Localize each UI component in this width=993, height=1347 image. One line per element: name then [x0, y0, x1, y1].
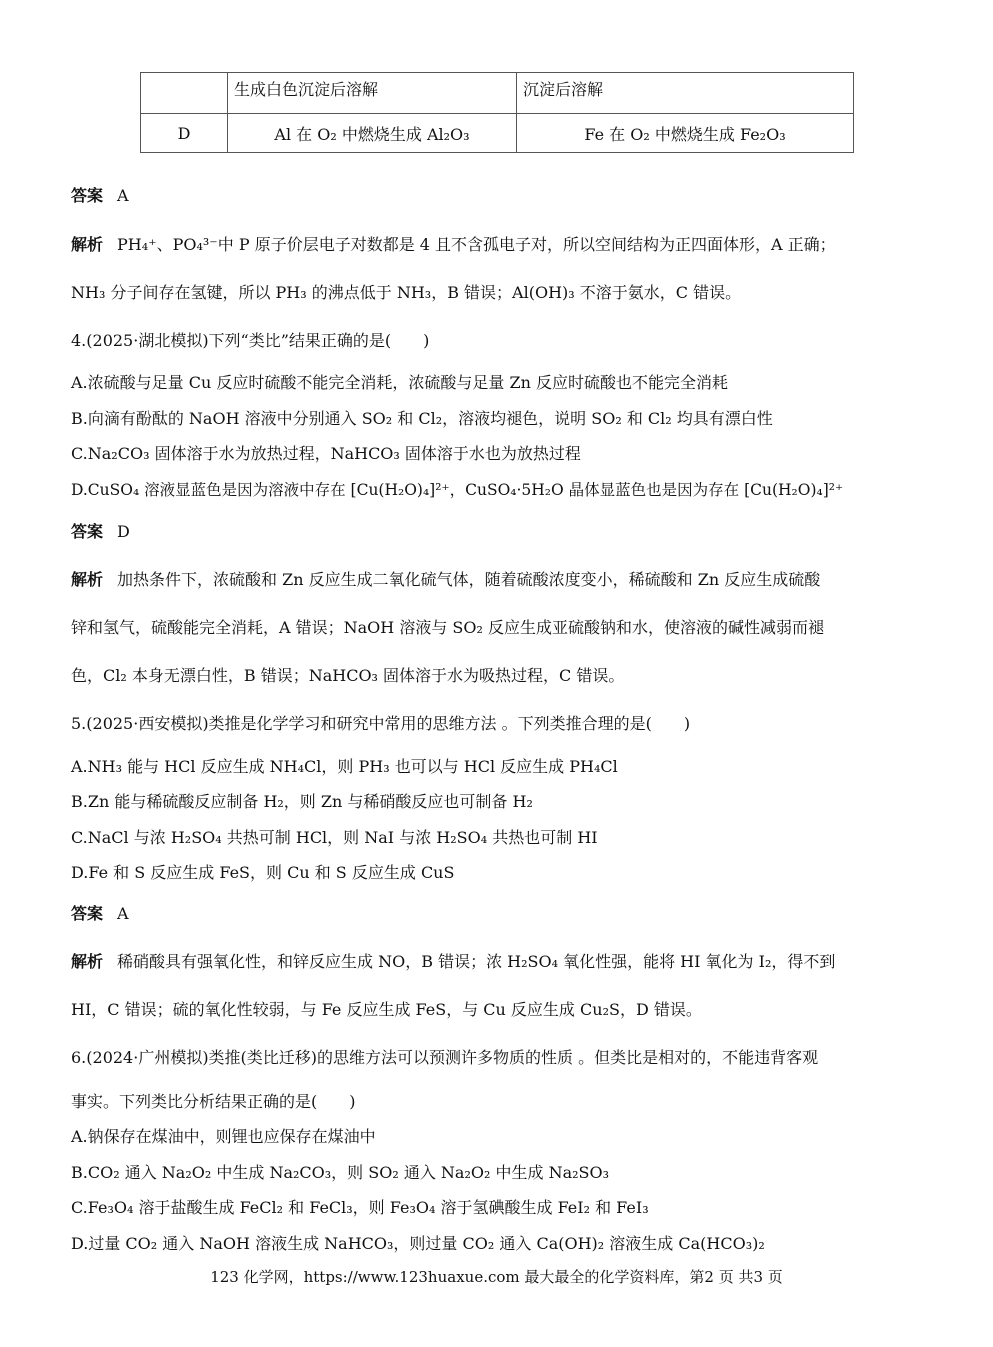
answer-value: A: [117, 904, 129, 923]
analysis-text: PH₄⁺、PO₄³⁻中 P 原子价层电子对数都是 4 且不含孤电子对，所以空间结构为正四面体形，A 正确；: [117, 235, 836, 254]
q4-analysis-line: 色，Cl₂ 本身无漂白性，B 错误；NaHCO₃ 固体溶于水为吸热过程，C 错误。: [71, 666, 625, 685]
comparison-table: [140, 72, 854, 153]
q6-option-a: A.钠保存在煤油中，则锂也应保存在煤油中: [71, 1127, 376, 1146]
q5-option-b: B.Zn 能与稀硫酸反应制备 H₂，则 Zn 与稀硝酸反应也可制备 H₂: [71, 792, 533, 811]
q6-option-c: C.Fe₃O₄ 溶于盐酸生成 FeCl₂ 和 FeCl₃，则 Fe₃O₄ 溶于氢碘酸生成 FeI₂ 和 FeI₃: [71, 1198, 649, 1217]
answer-label: 答案: [71, 522, 104, 541]
analysis-label: 解析: [71, 235, 104, 254]
q5-option-c: C.NaCl 与浓 H₂SO₄ 共热可制 HCl，则 NaI 与浓 H₂SO₄ 共热也可制 HI: [71, 828, 598, 847]
q6-option-b: B.CO₂ 通入 Na₂O₂ 中生成 Na₂CO₃，则 SO₂ 通入 Na₂O₂ 中生成 Na₂SO₃: [71, 1163, 610, 1182]
table-cell: 沉淀后溶解: [517, 73, 854, 114]
q5-option-d: D.Fe 和 S 反应生成 FeS，则 Cu 和 S 反应生成 CuS: [71, 863, 455, 882]
table-row: [141, 73, 854, 114]
answer-value: D: [117, 522, 130, 541]
q6-option-d: D.过量 CO₂ 通入 NaOH 溶液生成 NaHCO₃，则过量 CO₂ 通入 Ca(OH)₂ 溶液生成 Ca(HCO₃)₂: [71, 1234, 765, 1253]
analysis-label: 解析: [71, 952, 104, 971]
q4-option-d: D.CuSO₄ 溶液显蓝色是因为溶液中存在 [Cu(H₂O)₄]²⁺，CuSO₄·5H₂O 晶体显蓝色也是因为存在 [Cu(H₂O)₄]²⁺: [71, 481, 844, 499]
q6-stem: 事实。下列类比分析结果正确的是( ): [71, 1092, 356, 1111]
table-cell: 生成白色沉淀后溶解: [228, 73, 517, 114]
q4-option-a: A.浓硫酸与足量 Cu 反应时硫酸不能完全消耗，浓硫酸与足量 Zn 反应时硫酸也不能完全消耗: [71, 373, 728, 392]
q5-answer: [71, 903, 129, 925]
analysis-text: 加热条件下，浓硫酸和 Zn 反应生成二氧化硫气体，随着硫酸浓度变小，稀硫酸和 Zn 反应生成硫酸: [117, 570, 821, 589]
page-footer: 123 化学网，https://www.123huaxue.com 最大最全的化学资料库，第2 页 共3 页: [210, 1268, 783, 1286]
table-cell: Al 在 O₂ 中燃烧生成 Al₂O₃: [228, 114, 517, 153]
answer-label: 答案: [71, 186, 104, 205]
q5-option-a: A.NH₃ 能与 HCl 反应生成 NH₄Cl，则 PH₃ 也可以与 HCl 反应生成 PH₄Cl: [71, 757, 618, 776]
q4-analysis-line: 锌和氢气，硫酸能完全消耗，A 错误；NaOH 溶液与 SO₂ 反应生成亚硫酸钠和水，使溶液的碱性减弱而褪: [71, 618, 825, 637]
table-row: [141, 114, 854, 153]
q3-answer: [71, 185, 129, 207]
q5-analysis-line: [71, 951, 835, 973]
answer-label: 答案: [71, 904, 104, 923]
table-cell: Fe 在 O₂ 中燃烧生成 Fe₂O₃: [517, 114, 854, 153]
table-cell: D: [141, 114, 228, 153]
q3-analysis-line: NH₃ 分子间存在氢键，所以 PH₃ 的沸点低于 NH₃，B 错误；Al(OH)₃ 不溶于氨水，C 错误。: [71, 283, 742, 302]
answer-value: A: [117, 186, 129, 205]
q4-stem: 4.(2025·湖北模拟)下列“类比”结果正确的是( ): [71, 331, 430, 350]
q5-analysis-line: HI，C 错误；硫的氧化性较弱，与 Fe 反应生成 FeS，与 Cu 反应生成 Cu₂S，D 错误。: [71, 1000, 702, 1019]
q3-analysis-line: [71, 234, 836, 256]
q4-analysis-line: [71, 569, 820, 591]
q5-stem: 5.(2025·西安模拟)类推是化学学习和研究中常用的思维方法 。下列类推合理的是( ): [71, 714, 691, 733]
q4-answer: [71, 521, 130, 543]
table-cell: [141, 73, 228, 114]
analysis-label: 解析: [71, 570, 104, 589]
q6-stem: 6.(2024·广州模拟)类推(类比迁移)的思维方法可以预测许多物质的性质 。但类比是相对的，不能违背客观: [71, 1048, 819, 1067]
q4-option-c: C.Na₂CO₃ 固体溶于水为放热过程，NaHCO₃ 固体溶于水也为放热过程: [71, 444, 581, 463]
q4-option-b: B.向滴有酚酞的 NaOH 溶液中分别通入 SO₂ 和 Cl₂，溶液均褪色，说明 SO₂ 和 Cl₂ 均具有漂白性: [71, 409, 773, 428]
analysis-text: 稀硝酸具有强氧化性，和锌反应生成 NO，B 错误；浓 H₂SO₄ 氧化性强，能将 HI 氧化为 I₂，得不到: [117, 952, 836, 971]
